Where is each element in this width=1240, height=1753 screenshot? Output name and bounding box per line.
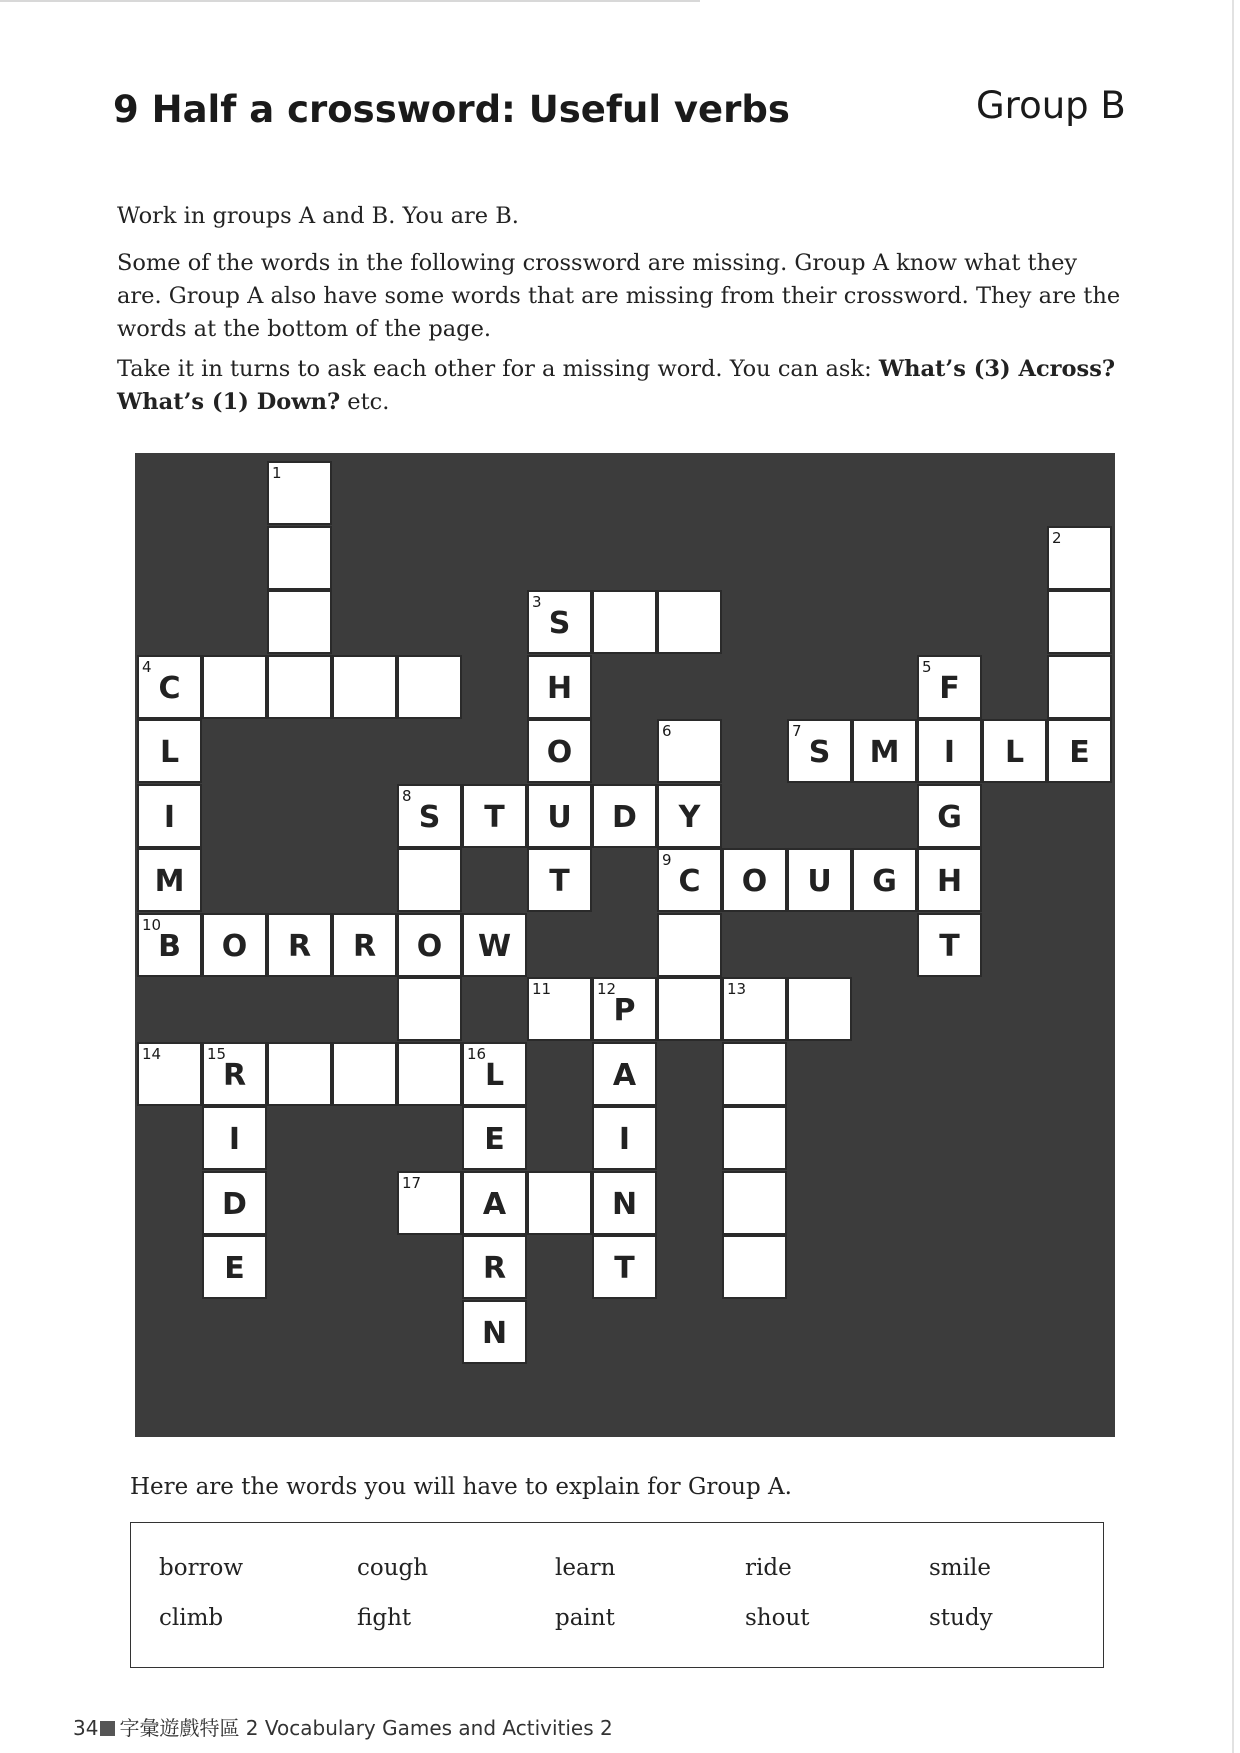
- cell-letter: O: [416, 928, 443, 964]
- word-item: fight: [357, 1605, 412, 1631]
- cell-number: 6: [662, 722, 672, 740]
- crossword-cell: [919, 657, 980, 717]
- crossword-cell: [464, 1173, 525, 1233]
- crossword-cell: [529, 979, 590, 1039]
- cell-letter: L: [159, 735, 180, 770]
- cell-letter: S: [808, 735, 831, 770]
- crossword-cell: [139, 657, 200, 717]
- crossword-cell: [204, 657, 265, 717]
- crossword-cell: [399, 979, 460, 1039]
- crossword-cell: [594, 592, 655, 652]
- cell-letter: L: [484, 1057, 505, 1093]
- crossword-cell: [789, 850, 850, 910]
- crossword-cell: [269, 592, 330, 652]
- crossword-cell: [984, 721, 1045, 781]
- cell-letter: S: [418, 799, 441, 835]
- cell-letter: M: [869, 735, 900, 770]
- crossword-cell: [139, 915, 200, 975]
- crossword-cell: [854, 850, 915, 910]
- cell-number: 10: [142, 915, 162, 934]
- crossword-cell: [659, 850, 720, 910]
- cell-number: 12: [597, 980, 617, 998]
- word-item: smile: [929, 1555, 991, 1581]
- cell-letter: C: [158, 670, 181, 706]
- crossword-cell: [139, 721, 200, 781]
- instruction-lead: Take it in turns to ask each other for a missing word. You can ask:: [117, 356, 879, 382]
- word-item: study: [929, 1605, 993, 1631]
- instruction-tail: etc.: [340, 389, 390, 415]
- crossword-cell: [854, 721, 915, 781]
- cell-letter: A: [482, 1186, 507, 1222]
- crossword-cell: [269, 657, 330, 717]
- cell-letter: S: [548, 606, 571, 641]
- footer-text: 字彙遊戲特區 2 Vocabulary Games and Activities 2: [119, 1716, 613, 1740]
- crossword-cell: [334, 915, 395, 975]
- word-list-box: [130, 1522, 1104, 1668]
- crossword-cell: [529, 1173, 590, 1233]
- cell-letter: W: [477, 928, 512, 964]
- crossword-cell: [399, 1173, 460, 1233]
- cell-number: 15: [207, 1044, 227, 1063]
- cell-letter: T: [549, 864, 570, 899]
- crossword-cell: [594, 1173, 655, 1233]
- cell-letter: O: [741, 864, 768, 899]
- crossword-cell: [204, 1237, 265, 1297]
- crossword-cell: [204, 1044, 265, 1104]
- crossword-cell: [269, 463, 330, 523]
- group-label: Group B: [976, 84, 1126, 127]
- cell-letter: N: [611, 1186, 638, 1222]
- cell-letter: M: [154, 864, 185, 899]
- crossword-cell: [659, 721, 720, 781]
- cell-letter: G: [937, 799, 962, 835]
- cell-letter: R: [352, 928, 377, 964]
- explain-words-label: Here are the words you will have to explain for Group A.: [130, 1474, 792, 1500]
- crossword-cell: [919, 915, 980, 975]
- crossword-cell: [399, 850, 460, 910]
- crossword-cell: [1049, 592, 1110, 652]
- cell-letter: E: [1069, 735, 1090, 770]
- crossword-grid: [135, 453, 1115, 1437]
- crossword-cell: [204, 915, 265, 975]
- crossword-cell: [659, 915, 720, 975]
- cell-number: 9: [662, 851, 672, 869]
- page-number: 34: [73, 1716, 99, 1740]
- crossword-cell: [659, 786, 720, 846]
- cell-letter: I: [618, 1122, 631, 1157]
- top-edge-rule: [0, 0, 700, 2]
- crossword-cell: [529, 850, 590, 910]
- cell-letter: Y: [678, 799, 701, 835]
- word-item: borrow: [159, 1555, 244, 1581]
- cell-number: 5: [922, 657, 932, 676]
- crossword-cell: [399, 1044, 460, 1104]
- word-item: ride: [745, 1555, 792, 1581]
- cell-letter: I: [163, 799, 176, 835]
- cell-letter: T: [614, 1251, 635, 1286]
- page-title: 9 Half a crossword: Useful verbs: [113, 88, 790, 131]
- cell-letter: E: [484, 1122, 505, 1157]
- crossword-cell: [724, 850, 785, 910]
- cell-letter: H: [936, 864, 963, 899]
- footer-square-icon: [100, 1721, 115, 1736]
- cell-number: 7: [792, 722, 802, 740]
- cell-letter: E: [224, 1251, 245, 1286]
- cell-letter: H: [546, 670, 573, 706]
- crossword-cell: [139, 786, 200, 846]
- crossword-cell: [1049, 528, 1110, 588]
- cell-letter: D: [222, 1186, 247, 1222]
- crossword-cell: [1049, 657, 1110, 717]
- crossword-cell: [399, 786, 460, 846]
- crossword-cell: [464, 786, 525, 846]
- instruction-paragraph-1: Work in groups A and B. You are B.: [117, 203, 519, 229]
- crossword-cell: [919, 850, 980, 910]
- cell-letter: R: [287, 928, 312, 964]
- crossword-cell: [724, 1108, 785, 1168]
- crossword-cell: [724, 979, 785, 1039]
- cell-number: 3: [532, 593, 542, 611]
- cell-number: 11: [532, 980, 552, 998]
- crossword-cell: [724, 1237, 785, 1297]
- crossword-cell: [529, 721, 590, 781]
- cell-letter: G: [872, 864, 897, 899]
- cell-letter: O: [546, 735, 573, 770]
- cell-letter: O: [221, 928, 248, 964]
- cell-letter: I: [228, 1122, 241, 1157]
- crossword-cell: [919, 786, 980, 846]
- crossword-cell: [594, 1108, 655, 1168]
- crossword-cell: [464, 1237, 525, 1297]
- cell-letter: D: [612, 799, 637, 835]
- crossword-cell: [464, 915, 525, 975]
- crossword-cell: [529, 657, 590, 717]
- crossword-cell: [594, 1044, 655, 1104]
- crossword-cell: [919, 721, 980, 781]
- cell-number: 16: [467, 1044, 487, 1063]
- crossword-cell: [594, 786, 655, 846]
- crossword-cell: [204, 1108, 265, 1168]
- crossword-cell: [464, 1302, 525, 1362]
- cell-number: 8: [402, 786, 412, 805]
- instruction-example-question: What’s (3) Across? What’s (1) Down?: [117, 356, 1116, 415]
- crossword-cell: [789, 979, 850, 1039]
- cell-letter: L: [1004, 735, 1025, 770]
- crossword-cell: [724, 1044, 785, 1104]
- crossword-cell: [529, 786, 590, 846]
- crossword-cell: [724, 1173, 785, 1233]
- crossword-cell: [399, 915, 460, 975]
- crossword-cell: [789, 721, 850, 781]
- cell-number: 1: [272, 464, 282, 482]
- word-item: shout: [745, 1605, 810, 1631]
- crossword-cell: [139, 1044, 200, 1104]
- instruction-paragraph-3: [117, 353, 1127, 419]
- cell-number: 13: [727, 980, 747, 998]
- cell-letter: R: [222, 1057, 247, 1093]
- crossword-cell: [204, 1173, 265, 1233]
- cell-letter: P: [613, 993, 636, 1028]
- crossword-cell: [269, 1044, 330, 1104]
- crossword-cell: [464, 1108, 525, 1168]
- cell-letter: C: [678, 864, 701, 899]
- crossword-cell: [659, 592, 720, 652]
- cell-letter: U: [807, 864, 832, 899]
- cell-number: 4: [142, 657, 152, 676]
- word-item: learn: [555, 1555, 616, 1581]
- cell-letter: B: [158, 928, 181, 964]
- word-item: climb: [159, 1605, 224, 1631]
- cell-number: 17: [402, 1173, 422, 1192]
- word-item: cough: [357, 1555, 429, 1581]
- page-edge-rule: [1232, 0, 1234, 1753]
- cell-letter: I: [943, 735, 956, 770]
- instruction-paragraph-2: Some of the words in the following crossword are missing. Group A know what they are. Group A also have some words that are missing from their crossword. They are the words at the bottom of the page.: [117, 250, 1121, 342]
- crossword-cell: [659, 979, 720, 1039]
- cell-number: 2: [1052, 528, 1062, 547]
- crossword-cell: [594, 1237, 655, 1297]
- cell-letter: N: [481, 1315, 508, 1351]
- crossword-cell: [269, 528, 330, 588]
- crossword-cell: [464, 1044, 525, 1104]
- crossword-cell: [529, 592, 590, 652]
- cell-letter: F: [939, 670, 960, 706]
- crossword-cell: [269, 915, 330, 975]
- crossword-cell: [139, 850, 200, 910]
- cell-letter: T: [939, 928, 960, 964]
- cell-number: 14: [142, 1044, 162, 1063]
- crossword-cell: [334, 657, 395, 717]
- crossword-cell: [594, 979, 655, 1039]
- word-item: paint: [555, 1605, 615, 1631]
- crossword-cell: [334, 1044, 395, 1104]
- cell-letter: U: [547, 799, 572, 835]
- cell-letter: A: [612, 1057, 637, 1093]
- cell-letter: T: [484, 799, 505, 835]
- crossword-cell: [399, 657, 460, 717]
- crossword-cell: [1049, 721, 1110, 781]
- page-footer: [73, 1712, 613, 1741]
- cell-letter: R: [482, 1251, 507, 1286]
